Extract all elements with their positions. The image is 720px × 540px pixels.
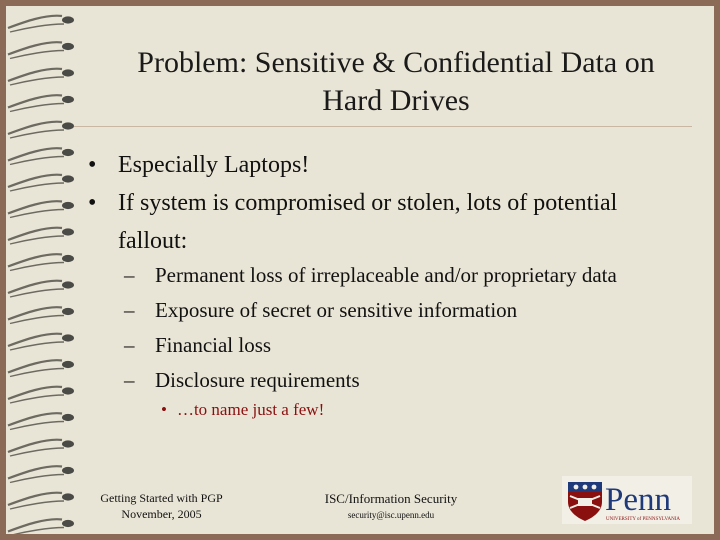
slide — [6, 6, 714, 534]
sub-bullet-text: Financial loss — [155, 333, 272, 357]
spiral-binding-icon — [6, 6, 84, 534]
slide-title — [96, 44, 696, 120]
binding-hole — [62, 69, 74, 76]
bullet-mark: • — [88, 152, 97, 178]
footer-left-line-2: November, 2005 — [121, 507, 202, 521]
sub-bullet-text: Permanent loss of irreplaceable and/or proprietary data — [155, 263, 617, 287]
binding-hole — [62, 308, 74, 315]
dash-mark: – — [124, 263, 135, 287]
footer-center — [306, 490, 476, 522]
bullet-mark: • — [161, 400, 167, 419]
binding-hole — [62, 96, 74, 103]
binding-hole — [62, 493, 74, 500]
bullet-list — [88, 146, 688, 260]
binding-hole — [62, 520, 74, 527]
logo-wordmark: Penn — [605, 482, 671, 518]
bullet-item — [88, 184, 688, 260]
title-divider — [74, 126, 692, 127]
binding-hole — [62, 16, 74, 23]
binding-hole — [62, 202, 74, 209]
footer-left — [94, 490, 229, 522]
footer-email: security@isc.upenn.edu — [347, 510, 435, 520]
dash-mark: – — [124, 333, 135, 357]
binding-hole — [62, 175, 74, 182]
sub-bullet-text: Disclosure requirements — [155, 368, 360, 392]
sub-bullet-text: Exposure of secret or sensitive information — [155, 298, 518, 322]
binding-hole — [62, 255, 74, 262]
binding-hole — [62, 281, 74, 288]
third-level-bullet — [161, 400, 324, 420]
dash-mark: – — [124, 368, 135, 392]
binding-hole — [62, 149, 74, 156]
bullet-mark: • — [88, 190, 97, 216]
sub-bullet-list — [124, 258, 704, 398]
dash-mark: – — [124, 298, 135, 322]
binding-hole — [62, 361, 74, 368]
binding-hole — [62, 467, 74, 474]
third-level-text: …to name just a few! — [176, 400, 325, 419]
penn-logo — [562, 476, 692, 524]
sub-bullet-item — [124, 328, 704, 363]
binding-hole — [62, 122, 74, 129]
sub-bullet-item — [124, 363, 704, 398]
bullet-text: Especially Laptops! — [118, 152, 310, 178]
binding-hole — [62, 414, 74, 421]
binding-hole — [62, 43, 74, 50]
binding-hole — [62, 334, 74, 341]
penn-shield-icon — [568, 482, 602, 521]
title-line-1: Problem: Sensitive & Confidential Data on — [137, 46, 655, 79]
bullet-item — [88, 146, 688, 184]
bullet-text: If system is compromised or stolen, lots of potential fallout: — [118, 190, 618, 254]
binding-hole — [62, 228, 74, 235]
sub-bullet-item — [124, 258, 704, 293]
footer-center-line-1: ISC/Information Security — [324, 491, 458, 506]
title-line-2: Hard Drives — [322, 84, 470, 117]
binding-hole — [62, 387, 74, 394]
logo-subtitle: UNIVERSITY of PENNSYLVANIA — [606, 517, 680, 522]
footer-left-line-1: Getting Started with PGP — [100, 491, 223, 505]
sub-bullet-item — [124, 293, 704, 328]
binding-hole — [62, 440, 74, 447]
